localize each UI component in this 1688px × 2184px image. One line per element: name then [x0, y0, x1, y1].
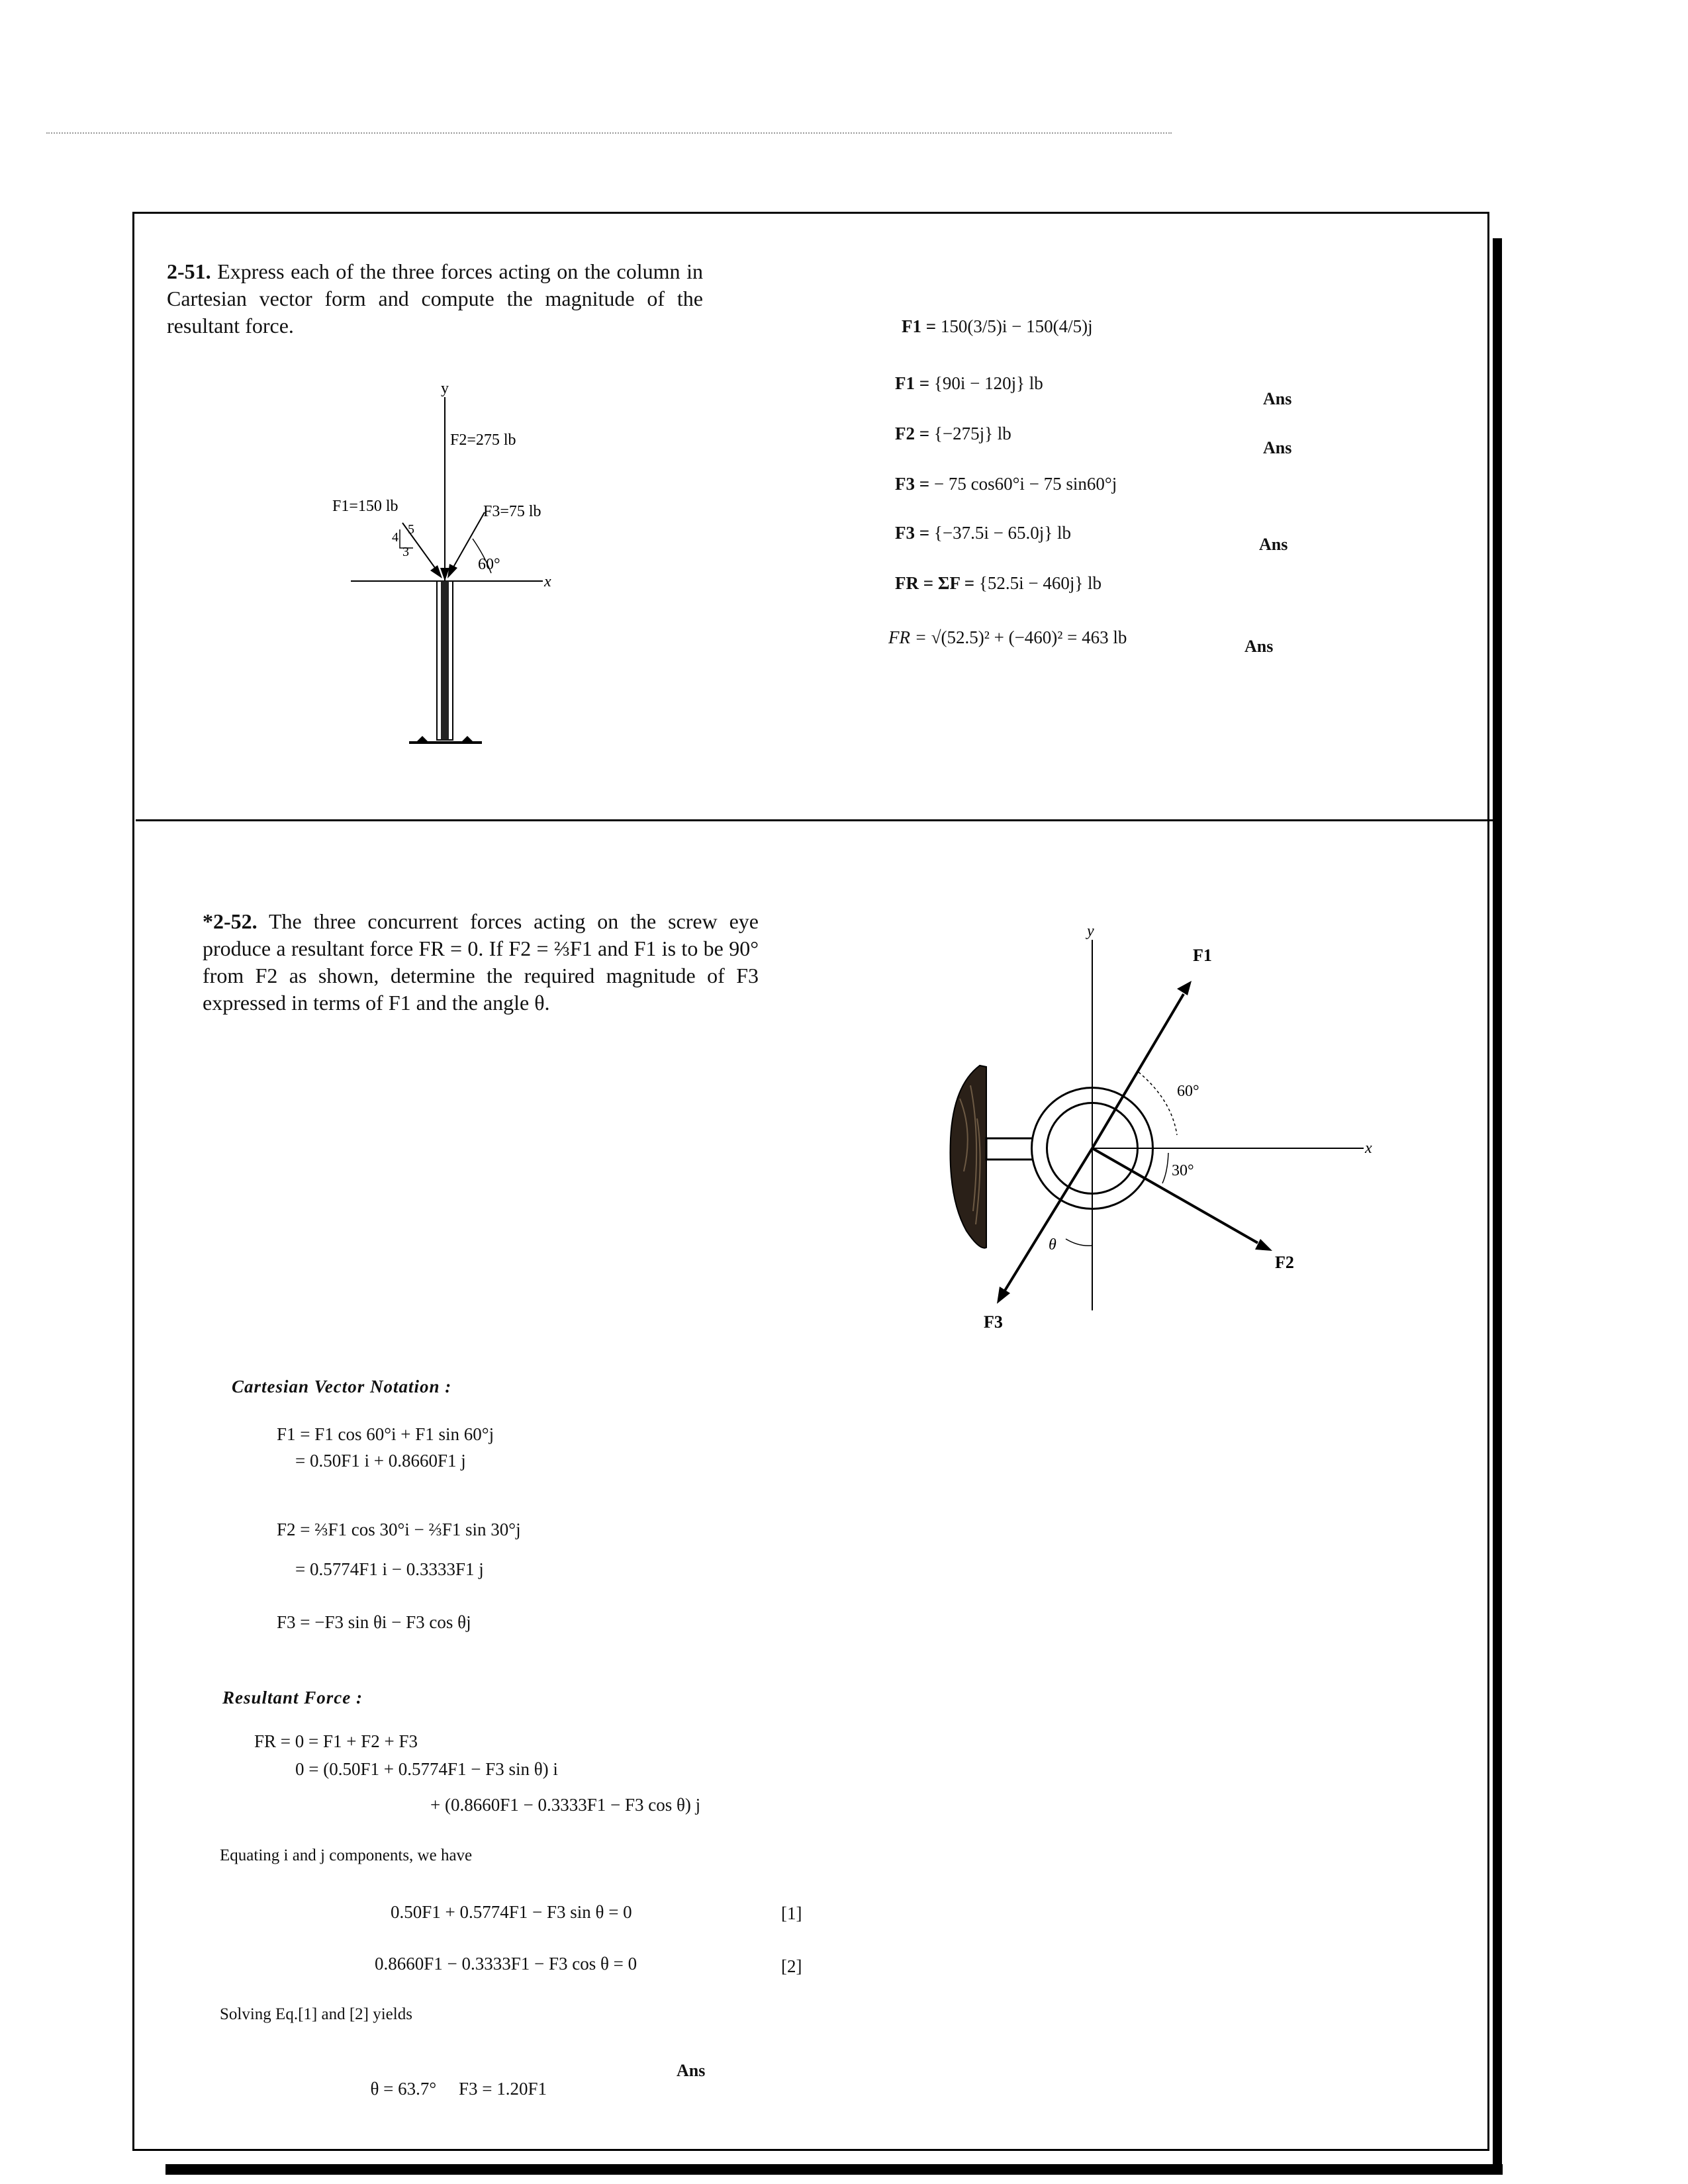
sol51-ans-1: Ans [1263, 389, 1292, 408]
fig52-y-label: y [1087, 923, 1094, 940]
page-shadow-right [1493, 238, 1502, 2167]
f2-eq-line2: = 0.5774F1 i − 0.3333F1 j [295, 1559, 484, 1579]
f2-eq-line1: F2 = ⅔F1 cos 30°i − ⅔F1 sin 30°j [277, 1520, 521, 1539]
final-ans: Ans [677, 2061, 706, 2080]
fig52-f3-label: F3 [984, 1312, 1003, 1332]
problem-51-number: 2-51. [167, 259, 211, 283]
sol51-ans-4: Ans [1244, 637, 1274, 656]
wood-block [951, 1066, 987, 1248]
fig51-f3-label: F3=75 lb [483, 503, 541, 520]
problem-51-statement [167, 258, 703, 340]
fig52-theta: θ [1049, 1236, 1056, 1253]
sol51-line-4: F3 = − 75 cos60°i − 75 sin60°j [895, 474, 1117, 494]
problem-52-statement [203, 908, 759, 1017]
cartesian-heading: Cartesian Vector Notation : [232, 1377, 452, 1396]
resultant-line2: 0 = (0.50F1 + 0.5774F1 − F3 sin θ) i [295, 1759, 558, 1779]
sol51-ans-3: Ans [1259, 535, 1288, 554]
fig52-f2-label: F2 [1275, 1253, 1294, 1272]
resultant-heading: Resultant Force : [222, 1688, 363, 1707]
sol51-line-7: FR = √(52.5)² + (−460)² = 463 lb [888, 627, 1127, 647]
final-result: θ = 63.7° F3 = 1.20F1 [370, 2079, 547, 2099]
fig51-slope-5: 5 [408, 522, 414, 537]
sol51-ans-2: Ans [1263, 438, 1292, 457]
fig51-y-label: y [441, 380, 449, 397]
fig51-x-label: x [544, 573, 551, 590]
solving-text: Solving Eq.[1] and [2] yields [220, 2005, 412, 2023]
resultant-line3: + (0.8660F1 − 0.3333F1 − F3 cos θ) j [430, 1795, 701, 1815]
top-rule [46, 132, 1172, 134]
f3-eq-line: F3 = −F3 sin θi − F3 cos θj [277, 1612, 471, 1632]
fig52-x-label: x [1365, 1140, 1372, 1157]
problem-52-figure [907, 920, 1390, 1343]
page-shadow-bottom [165, 2164, 1503, 2175]
fig51-angle-label: 60° [478, 556, 500, 573]
fig51-slope-3: 3 [402, 545, 409, 559]
fig52-f1-label: F1 [1193, 946, 1212, 965]
equating-text: Equating i and j components, we have [220, 1846, 473, 1864]
problem-51-figure [331, 371, 583, 754]
problem-52-number: *2-52. [203, 909, 258, 933]
section-divider [136, 819, 1493, 821]
problem-52-text: The three concurrent forces acting on the screw eye produce a resultant force FR = 0. If F2 = ⅔F1 and F1 is to be 90° from F2 as shown, determine the required magnitude of F3 expressed in terms of F1 and the angle θ. [203, 909, 759, 1015]
sol51-line-1: F1 = 150(3/5)i − 150(4/5)j [902, 316, 1093, 336]
sol51-line-6: FR = ΣF = {52.5i − 460j} lb [895, 573, 1102, 593]
fig52-angle30: 30° [1172, 1162, 1194, 1179]
fig52-angle60: 60° [1177, 1083, 1199, 1100]
sol51-line-5: F3 = {−37.5i − 65.0j} lb [895, 523, 1072, 543]
equation-1: 0.50F1 + 0.5774F1 − F3 sin θ = 0 [391, 1902, 632, 1922]
problem-51-text: Express each of the three forces acting on the column in Cartesian vector form and compute the magnitude of the resultant force. [167, 259, 704, 338]
sol51-line-2: F1 = {90i − 120j} lb [895, 373, 1043, 393]
f1-eq-line1: F1 = F1 cos 60°i + F1 sin 60°j [277, 1424, 494, 1444]
fig51-slope-4: 4 [392, 530, 399, 545]
equation-2: 0.8660F1 − 0.3333F1 − F3 cos θ = 0 [375, 1954, 637, 1974]
fig51-f2-label: F2=275 lb [450, 432, 516, 449]
equation-2-tag: [2] [781, 1956, 802, 1976]
resultant-line1: FR = 0 = F1 + F2 + F3 [254, 1731, 418, 1751]
fig51-f1-label: F1=150 lb [332, 498, 399, 515]
sol51-line-3: F2 = {−275j} lb [895, 424, 1011, 443]
f1-eq-line2: = 0.50F1 i + 0.8660F1 j [295, 1451, 466, 1471]
equation-1-tag: [1] [781, 1903, 802, 1923]
